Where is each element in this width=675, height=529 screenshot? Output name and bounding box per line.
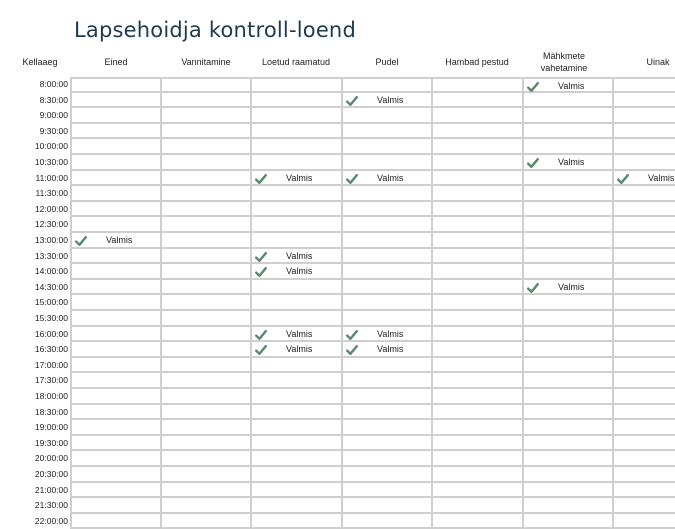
- status-label: Valmis: [286, 266, 313, 277]
- checklist-cell[interactable]: [250, 420, 341, 436]
- time-cell: 15:30:00: [34, 313, 68, 323]
- checklist-cell[interactable]: [612, 327, 675, 343]
- time-cell: 18:00:00: [34, 391, 68, 401]
- checklist-cell[interactable]: [160, 139, 251, 155]
- checklist-cell[interactable]: [341, 124, 432, 140]
- checklist-cell[interactable]: [341, 249, 432, 265]
- checklist-cell[interactable]: [522, 217, 613, 233]
- checklist-cell[interactable]: [431, 498, 522, 514]
- checklist-cell[interactable]: [522, 498, 613, 514]
- checklist-cell[interactable]: [341, 77, 432, 93]
- checklist-cell[interactable]: [522, 483, 613, 499]
- checklist-cell[interactable]: [341, 280, 432, 296]
- checklist-cell[interactable]: [431, 311, 522, 327]
- column-header: Hambad pestud: [445, 57, 509, 67]
- time-cell: 16:00:00: [34, 328, 68, 339]
- checklist-cell[interactable]: [250, 342, 341, 358]
- checklist-cell[interactable]: [341, 327, 432, 343]
- checklist-cell[interactable]: [341, 264, 432, 280]
- checklist-cell[interactable]: [612, 311, 675, 327]
- status-label: Valmis: [286, 344, 313, 355]
- status-label: Valmis: [286, 328, 313, 339]
- checklist-cell[interactable]: [522, 264, 613, 280]
- checklist-cell[interactable]: [250, 451, 341, 467]
- table-row: [0, 295, 675, 311]
- time-cell: 12:30:00: [34, 219, 68, 230]
- time-cell: 11:30:00: [35, 188, 68, 199]
- checklist-cell[interactable]: [160, 358, 251, 374]
- checkmark-icon: [346, 94, 358, 106]
- checklist-cell[interactable]: [341, 93, 432, 109]
- checklist-cell[interactable]: [341, 467, 432, 483]
- checklist-cell[interactable]: [431, 358, 522, 374]
- table-row: [0, 498, 675, 514]
- checklist-cell[interactable]: [431, 77, 522, 93]
- checkmark-icon: [255, 250, 267, 262]
- checklist-cell[interactable]: [160, 186, 251, 202]
- checklist-cell[interactable]: [431, 217, 522, 233]
- checklist-cell[interactable]: [160, 342, 251, 358]
- table-row: [0, 373, 675, 389]
- time-cell: 10:30:00: [34, 157, 68, 167]
- checklist-cell[interactable]: [250, 139, 341, 155]
- checklist-cell[interactable]: [612, 420, 675, 436]
- checklist-cell[interactable]: [250, 483, 341, 499]
- checklist-cell[interactable]: [160, 217, 251, 233]
- checklist-cell[interactable]: [522, 311, 613, 327]
- time-cell: 12:00:00: [34, 203, 68, 214]
- table-row: [0, 311, 675, 327]
- checklist-cell[interactable]: [250, 280, 341, 296]
- checklist-cell[interactable]: [431, 373, 522, 389]
- checklist-cell[interactable]: [522, 405, 613, 421]
- checklist-cell[interactable]: [522, 389, 613, 405]
- checklist-cell[interactable]: [70, 264, 161, 280]
- checklist-cell[interactable]: [522, 420, 613, 436]
- time-cell: 18:30:00: [34, 406, 68, 417]
- checklist-cell[interactable]: [612, 483, 675, 499]
- checklist-cell[interactable]: [431, 451, 522, 467]
- checklist-cell[interactable]: [70, 514, 161, 529]
- status-label: Valmis: [558, 157, 585, 167]
- checklist-cell[interactable]: [431, 327, 522, 343]
- checklist-cell[interactable]: [341, 108, 432, 124]
- checklist-cell[interactable]: [250, 124, 341, 140]
- checklist-cell[interactable]: [250, 233, 341, 249]
- checklist-cell[interactable]: [522, 155, 613, 171]
- table-row: [0, 217, 675, 233]
- time-cell: 9:30:00: [39, 125, 68, 136]
- table-row: [0, 280, 675, 296]
- checklist-cell[interactable]: [522, 233, 613, 249]
- checklist-cell[interactable]: [431, 295, 522, 311]
- checklist-cell[interactable]: [341, 358, 432, 374]
- checklist-cell[interactable]: [250, 171, 341, 187]
- checklist-cell[interactable]: [70, 327, 161, 343]
- time-cell: 11:00:00: [35, 172, 68, 183]
- checkmark-icon: [346, 328, 358, 340]
- checklist-cell[interactable]: [250, 217, 341, 233]
- time-cell: 21:30:00: [34, 500, 68, 511]
- checklist-cell[interactable]: [160, 249, 251, 265]
- checklist-cell[interactable]: [250, 202, 341, 218]
- checklist-cell[interactable]: [250, 498, 341, 514]
- checklist-cell[interactable]: [70, 467, 161, 483]
- checklist-cell[interactable]: [70, 77, 161, 93]
- checklist-cell[interactable]: [431, 389, 522, 405]
- checklist-cell[interactable]: [250, 327, 341, 343]
- checklist-cell[interactable]: [250, 108, 341, 124]
- checklist-cell[interactable]: [612, 358, 675, 374]
- checklist-cell[interactable]: [612, 171, 675, 187]
- checklist-cell[interactable]: [70, 249, 161, 265]
- status-label: Valmis: [286, 172, 313, 183]
- checklist-cell[interactable]: [431, 186, 522, 202]
- checklist-cell[interactable]: [341, 420, 432, 436]
- column-header: Eined: [104, 57, 128, 67]
- status-label: Valmis: [558, 281, 585, 292]
- checklist-cell[interactable]: [522, 202, 613, 218]
- checklist-cell[interactable]: [70, 93, 161, 109]
- table-row: [0, 77, 675, 93]
- time-cell: 22:00:00: [34, 515, 68, 526]
- checklist-cell[interactable]: [431, 171, 522, 187]
- status-label: Valmis: [377, 328, 404, 339]
- checklist-cell[interactable]: [522, 436, 613, 452]
- checklist-cell[interactable]: [431, 483, 522, 499]
- checklist-cell[interactable]: [160, 373, 251, 389]
- checklist-cell[interactable]: [612, 217, 675, 233]
- checklist-cell[interactable]: [70, 451, 161, 467]
- checklist-cell[interactable]: [522, 108, 613, 124]
- checklist-cell[interactable]: [160, 77, 251, 93]
- checklist-cell[interactable]: [612, 405, 675, 421]
- checklist-cell[interactable]: [160, 514, 251, 529]
- checklist-cell[interactable]: [341, 514, 432, 529]
- checklist-cell[interactable]: [431, 124, 522, 140]
- time-cell: 9:00:00: [39, 110, 68, 121]
- checklist-cell[interactable]: [160, 451, 251, 467]
- column-header: Vannitamine: [181, 57, 231, 67]
- checklist-cell[interactable]: [250, 311, 341, 327]
- checklist-cell[interactable]: [160, 171, 251, 187]
- table-row: [0, 186, 675, 202]
- checklist-cell[interactable]: [70, 186, 161, 202]
- checklist-cell[interactable]: [250, 186, 341, 202]
- checklist-cell[interactable]: [431, 420, 522, 436]
- checklist-cell[interactable]: [70, 233, 161, 249]
- time-cell: 16:30:00: [34, 344, 68, 355]
- checklist-cell[interactable]: [341, 202, 432, 218]
- time-cell: 17:30:00: [34, 375, 68, 386]
- checklist-cell[interactable]: [160, 483, 251, 499]
- checklist-cell[interactable]: [341, 373, 432, 389]
- checkmark-icon: [255, 172, 267, 184]
- checklist-cell[interactable]: [160, 420, 251, 436]
- checklist-cell[interactable]: [250, 514, 341, 529]
- checklist-cell[interactable]: [70, 405, 161, 421]
- checklist-cell[interactable]: [341, 483, 432, 499]
- checklist-cell[interactable]: [522, 280, 613, 296]
- table-row: [0, 342, 675, 358]
- checklist-cell[interactable]: [160, 467, 251, 483]
- checklist-cell[interactable]: [160, 155, 251, 171]
- table-row: [0, 514, 675, 529]
- checklist-cell[interactable]: [341, 139, 432, 155]
- table-row: [0, 405, 675, 421]
- checklist-cell[interactable]: [341, 233, 432, 249]
- checklist-cell[interactable]: [341, 171, 432, 187]
- time-cell: 20:00:00: [34, 453, 68, 464]
- checklist-cell[interactable]: [522, 77, 613, 93]
- checklist-cell[interactable]: [431, 93, 522, 109]
- checklist-cell[interactable]: [431, 467, 522, 483]
- checklist-cell[interactable]: [612, 389, 675, 405]
- checklist-cell[interactable]: [160, 311, 251, 327]
- checklist-cell[interactable]: [70, 108, 161, 124]
- table-row: [0, 451, 675, 467]
- table-row: [0, 264, 675, 280]
- checklist-cell[interactable]: [250, 389, 341, 405]
- column-header: Loetud raamatud: [261, 57, 331, 67]
- checklist-cell[interactable]: [341, 155, 432, 171]
- checklist-cell[interactable]: [431, 233, 522, 249]
- checklist-cell[interactable]: [250, 436, 341, 452]
- status-label: Valmis: [377, 344, 404, 355]
- checkmark-icon: [346, 172, 358, 184]
- checklist-cell[interactable]: [612, 93, 675, 109]
- time-cell: 19:30:00: [34, 437, 68, 448]
- time-cell: 14:00:00: [34, 266, 68, 277]
- checklist-cell[interactable]: [612, 467, 675, 483]
- page-title: Lapsehoidja kontroll-loend: [74, 18, 356, 42]
- time-cell: 19:00:00: [34, 422, 68, 433]
- checklist-cell[interactable]: [70, 358, 161, 374]
- checklist-cell[interactable]: [522, 451, 613, 467]
- time-cell: 17:00:00: [34, 359, 68, 370]
- checklist-cell[interactable]: [70, 171, 161, 187]
- checklist-cell[interactable]: [160, 233, 251, 249]
- checklist-cell[interactable]: [70, 155, 161, 171]
- checklist-cell[interactable]: [341, 311, 432, 327]
- table-row: [0, 202, 675, 218]
- checklist-cell[interactable]: [431, 342, 522, 358]
- checklist-cell[interactable]: [250, 249, 341, 265]
- checklist-cell[interactable]: [160, 295, 251, 311]
- checklist-cell[interactable]: [341, 405, 432, 421]
- checklist-cell[interactable]: [250, 93, 341, 109]
- time-cell: 10:00:00: [34, 141, 68, 152]
- checklist-cell[interactable]: [341, 436, 432, 452]
- time-cell: 21:00:00: [34, 484, 68, 495]
- table-row: [0, 389, 675, 405]
- checklist-cell[interactable]: [70, 498, 161, 514]
- column-header: Uinak: [646, 57, 670, 67]
- table-row: [0, 124, 675, 140]
- checkmark-icon: [617, 172, 629, 184]
- checklist-cell[interactable]: [70, 389, 161, 405]
- table-row: [0, 171, 675, 187]
- checklist-cell[interactable]: [612, 124, 675, 140]
- checklist-cell[interactable]: [70, 436, 161, 452]
- checklist-cell[interactable]: [431, 405, 522, 421]
- status-label: Valmis: [106, 235, 133, 245]
- time-cell: 8:00:00: [39, 79, 68, 89]
- checklist-cell[interactable]: [70, 311, 161, 327]
- checklist-cell[interactable]: [431, 436, 522, 452]
- time-cell: 13:00:00: [34, 235, 68, 245]
- checklist-cell[interactable]: [612, 186, 675, 202]
- checkmark-icon: [527, 281, 539, 293]
- checkmark-icon: [527, 80, 539, 92]
- checklist-cell[interactable]: [160, 124, 251, 140]
- checklist-cell[interactable]: [341, 342, 432, 358]
- checklist-cell[interactable]: [612, 373, 675, 389]
- time-cell: 15:00:00: [34, 297, 68, 308]
- checklist-cell[interactable]: [70, 373, 161, 389]
- status-label: Valmis: [377, 172, 404, 183]
- checklist-cell[interactable]: [250, 373, 341, 389]
- checklist-cell[interactable]: [431, 514, 522, 529]
- checklist-cell[interactable]: [612, 202, 675, 218]
- checklist-cell[interactable]: [522, 93, 613, 109]
- checklist-cell[interactable]: [612, 280, 675, 296]
- checklist-cell[interactable]: [522, 124, 613, 140]
- time-cell: 8:30:00: [39, 94, 68, 105]
- checklist-cell[interactable]: [431, 108, 522, 124]
- table-row: [0, 139, 675, 155]
- checklist-cell[interactable]: [341, 295, 432, 311]
- checklist-cell[interactable]: [522, 295, 613, 311]
- checklist-cell[interactable]: [70, 139, 161, 155]
- status-label: Valmis: [648, 172, 675, 183]
- checklist-cell[interactable]: [160, 108, 251, 124]
- table-row: [0, 108, 675, 124]
- checklist-cell[interactable]: [431, 139, 522, 155]
- status-label: Valmis: [377, 94, 404, 105]
- table-row: [0, 358, 675, 374]
- status-label: Valmis: [558, 81, 585, 91]
- checklist-cell[interactable]: [612, 436, 675, 452]
- checklist-cell[interactable]: [70, 295, 161, 311]
- checklist-cell[interactable]: [70, 342, 161, 358]
- checklist-cell[interactable]: [160, 327, 251, 343]
- checklist-cell[interactable]: [612, 295, 675, 311]
- checklist-cell[interactable]: [522, 467, 613, 483]
- checklist-cell[interactable]: [612, 264, 675, 280]
- checklist-cell[interactable]: [160, 264, 251, 280]
- checkmark-icon: [527, 156, 539, 168]
- checklist-cell[interactable]: [70, 420, 161, 436]
- checklist-cell[interactable]: [160, 280, 251, 296]
- table-row: [0, 327, 675, 343]
- checkmark-icon: [75, 234, 87, 246]
- checklist-cell[interactable]: [612, 342, 675, 358]
- status-label: Valmis: [286, 250, 313, 261]
- checklist-cell[interactable]: [522, 358, 613, 374]
- checklist-cell[interactable]: [612, 498, 675, 514]
- checklist-cell[interactable]: [341, 389, 432, 405]
- checklist-cell[interactable]: [522, 342, 613, 358]
- checklist-cell[interactable]: [70, 202, 161, 218]
- time-cell: 14:30:00: [34, 281, 68, 292]
- checklist-cell[interactable]: [160, 498, 251, 514]
- checklist-cell[interactable]: [522, 514, 613, 529]
- checklist-cell[interactable]: [431, 264, 522, 280]
- table-row: [0, 93, 675, 109]
- checklist-cell[interactable]: [612, 108, 675, 124]
- checklist-cell[interactable]: [431, 280, 522, 296]
- checklist-cell[interactable]: [160, 389, 251, 405]
- table-row: [0, 467, 675, 483]
- time-cell: 20:30:00: [34, 469, 68, 479]
- checklist-cell[interactable]: [522, 171, 613, 187]
- checklist-cell[interactable]: [612, 155, 675, 171]
- column-header: Mähkmete vahetamine: [540, 51, 588, 73]
- table-row: [0, 155, 675, 171]
- checklist-cell[interactable]: [431, 155, 522, 171]
- checklist-cell[interactable]: [250, 264, 341, 280]
- checklist-cell[interactable]: [250, 358, 341, 374]
- checklist-cell[interactable]: [160, 202, 251, 218]
- checklist-cell[interactable]: [250, 405, 341, 421]
- checklist-cell[interactable]: [70, 280, 161, 296]
- checklist-cell[interactable]: [160, 405, 251, 421]
- table-row: [0, 420, 675, 436]
- checklist-cell[interactable]: [522, 327, 613, 343]
- checklist-cell[interactable]: [431, 202, 522, 218]
- checklist-cell[interactable]: [522, 186, 613, 202]
- table-row: [0, 436, 675, 452]
- checklist-cell[interactable]: [70, 217, 161, 233]
- time-column-header: Kellaaeg: [22, 57, 58, 67]
- checklist-cell[interactable]: [431, 249, 522, 265]
- checklist-cell[interactable]: [160, 436, 251, 452]
- checklist-cell[interactable]: [250, 155, 341, 171]
- checkmark-icon: [255, 343, 267, 355]
- checklist-cell[interactable]: [522, 373, 613, 389]
- checklist-cell[interactable]: [612, 249, 675, 265]
- checklist-cell[interactable]: [612, 233, 675, 249]
- checklist-cell[interactable]: [250, 467, 341, 483]
- checklist-cell[interactable]: [250, 77, 341, 93]
- checklist-cell[interactable]: [341, 498, 432, 514]
- checklist-cell[interactable]: [612, 77, 675, 93]
- checklist-cell[interactable]: [341, 186, 432, 202]
- table-row: [0, 233, 675, 249]
- checklist-cell[interactable]: [160, 93, 251, 109]
- checklist-cell[interactable]: [250, 295, 341, 311]
- checklist-cell[interactable]: [522, 249, 613, 265]
- checklist-cell[interactable]: [341, 217, 432, 233]
- column-header: Pudel: [375, 57, 399, 67]
- checklist-cell[interactable]: [70, 483, 161, 499]
- checklist-cell[interactable]: [341, 451, 432, 467]
- time-cell: 13:30:00: [34, 250, 68, 261]
- checklist-cell[interactable]: [612, 139, 675, 155]
- checkmark-icon: [255, 328, 267, 340]
- checklist-cell[interactable]: [70, 124, 161, 140]
- table-row: [0, 249, 675, 265]
- checklist-cell[interactable]: [612, 514, 675, 529]
- checkmark-icon: [346, 343, 358, 355]
- checkmark-icon: [255, 265, 267, 277]
- checklist-cell[interactable]: [522, 139, 613, 155]
- table-row: [0, 483, 675, 499]
- checklist-cell[interactable]: [612, 451, 675, 467]
